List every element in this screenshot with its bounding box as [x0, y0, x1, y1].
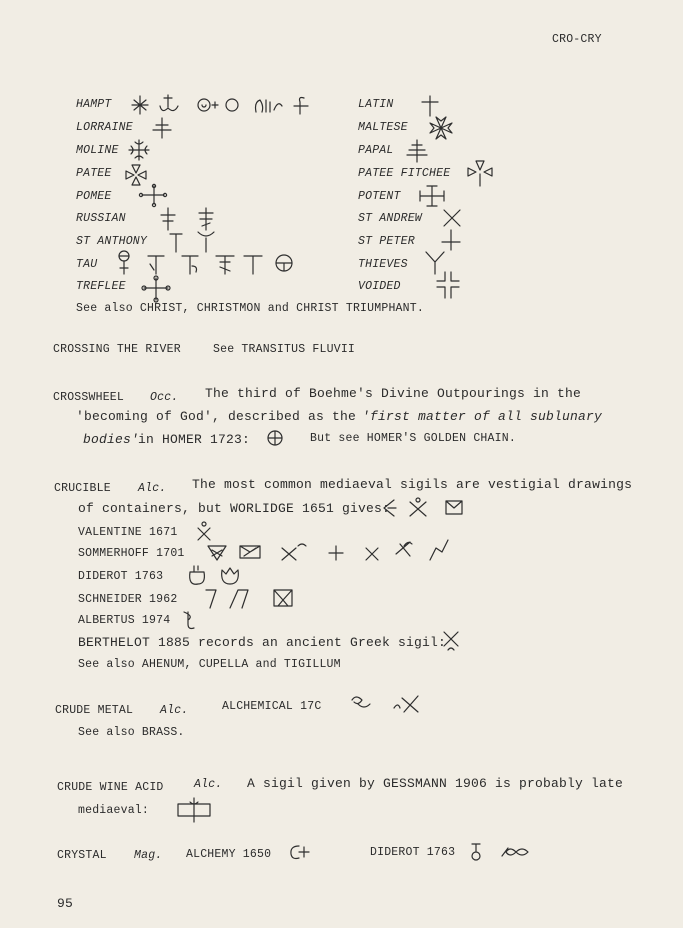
crystal-tag: Mag. — [134, 849, 163, 862]
cross-patee-fitchee-label: PATEE FITCHEE — [358, 167, 451, 180]
maltese-cross-icon — [426, 114, 456, 142]
crosswheel-line-2b: 'first matter of all sublunary — [362, 409, 603, 424]
cross-hampt-label: HAMPT — [76, 98, 112, 111]
crosswheel-head: CROSSWHEEL — [53, 391, 125, 404]
crosswheel-line-3a: bodies' — [83, 432, 140, 447]
crude-wine-acid-head: CRUDE WINE ACID — [57, 781, 164, 794]
cross-see-also: See also CHRIST, CHRISTMON and CHRIST TRIUMPHANT. — [76, 302, 424, 315]
treflee-cross-icon — [140, 274, 180, 304]
cross-lorraine-label: LORRAINE — [76, 121, 133, 134]
crystal-source-alchemy: ALCHEMY 1650 — [186, 848, 272, 861]
crosswheel-sigil-icon — [265, 428, 285, 448]
crosswheel-line-3b: in HOMER 1723: — [138, 432, 251, 447]
voided-cross-icon — [434, 270, 462, 302]
diderot-crystal-sigils — [466, 838, 536, 864]
crude-wine-acid-line-2: mediaeval: — [78, 804, 150, 817]
crucible-source-schneider: SCHNEIDER 1962 — [78, 593, 178, 606]
papal-cross-icon — [404, 138, 430, 164]
crucible-source-albertus: ALBERTUS 1974 — [78, 614, 171, 627]
cross-st-andrew-label: ST ANDREW — [358, 212, 422, 225]
cross-latin-label: LATIN — [358, 98, 394, 111]
crude-wine-acid-tag: Alc. — [194, 778, 223, 791]
crude-metal-see-also: See also BRASS. — [78, 726, 185, 739]
crude-metal-sigils — [346, 690, 428, 720]
st-andrew-cross-icon — [440, 206, 464, 230]
alchemy-crystal-sigil — [287, 840, 311, 864]
lorraine-cross-icon — [150, 116, 174, 140]
hampt-cross-icons — [128, 92, 318, 118]
crosswheel-line-2a: 'becoming of God', described as the — [76, 409, 357, 424]
crystal-source-diderot: DIDEROT 1763 — [370, 846, 456, 859]
cross-russian-label: RUSSIAN — [76, 212, 126, 225]
crucible-see-also: See also AHENUM, CUPELLA and TIGILLUM — [78, 658, 341, 671]
crystal-head: CRYSTAL — [57, 849, 107, 862]
crude-metal-head: CRUDE METAL — [55, 704, 134, 717]
crucible-line-2: of containers, but WORLIDGE 1651 gives: — [78, 501, 391, 516]
crucible-source-diderot: DIDEROT 1763 — [78, 570, 164, 583]
crosswheel-tag: Occ. — [150, 391, 179, 404]
crude-metal-source: ALCHEMICAL 17C — [222, 700, 322, 713]
moline-cross-icon — [126, 138, 152, 162]
crossing-the-river-head: CROSSING THE RIVER — [53, 343, 181, 356]
crucible-tag: Alc. — [138, 482, 167, 495]
crucible-head: CRUCIBLE — [54, 482, 111, 495]
crucible-line-1: The most common mediaeval sigils are vestigial drawings — [192, 477, 633, 492]
page-number: 95 — [57, 896, 74, 911]
patee-fitchee-cross-icon — [464, 158, 496, 188]
berthelot-greek-sigil — [440, 628, 464, 654]
crosswheel-line-1: The third of Boehme's Divine Outpourings in the — [205, 386, 582, 401]
worlidge-crucible-sigils — [380, 496, 468, 520]
crucible-source-sommerhoff: SOMMERHOFF 1701 — [78, 547, 185, 560]
crossing-the-river-text: See TRANSITUS FLUVII — [213, 343, 356, 356]
running-head: CRO-CRY — [552, 33, 602, 46]
cross-st-peter-label: ST PETER — [358, 235, 415, 248]
cross-papal-label: PAPAL — [358, 144, 394, 157]
crude-metal-tag: Alc. — [160, 704, 189, 717]
cross-patee-label: PATEE — [76, 167, 112, 180]
crucible-source-valentine: VALENTINE 1671 — [78, 526, 178, 539]
cross-potent-label: POTENT — [358, 190, 401, 203]
cross-moline-label: MOLINE — [76, 144, 119, 157]
albertus-crucible-sigil — [180, 608, 204, 634]
crucible-berthelot-text: BERTHELOT 1885 records an ancient Greek sigil: — [78, 635, 447, 650]
crude-wine-acid-sigil — [174, 796, 214, 824]
cross-treflee-label: TREFLEE — [76, 280, 126, 293]
crosswheel-line-3c: But see HOMER'S GOLDEN CHAIN. — [310, 432, 516, 445]
crude-wine-acid-text: A sigil given by GESSMANN 1906 is probably late — [247, 776, 624, 791]
cross-maltese-label: MALTESE — [358, 121, 408, 134]
cross-pomee-label: POMEE — [76, 190, 112, 203]
cross-thieves-label: THIEVES — [358, 258, 408, 271]
cross-voided-label: VOIDED — [358, 280, 401, 293]
cross-tau-label: TAU — [76, 258, 98, 271]
schneider-crucible-sigils — [202, 584, 298, 612]
cross-st-anthony-label: ST ANTHONY — [76, 235, 148, 248]
